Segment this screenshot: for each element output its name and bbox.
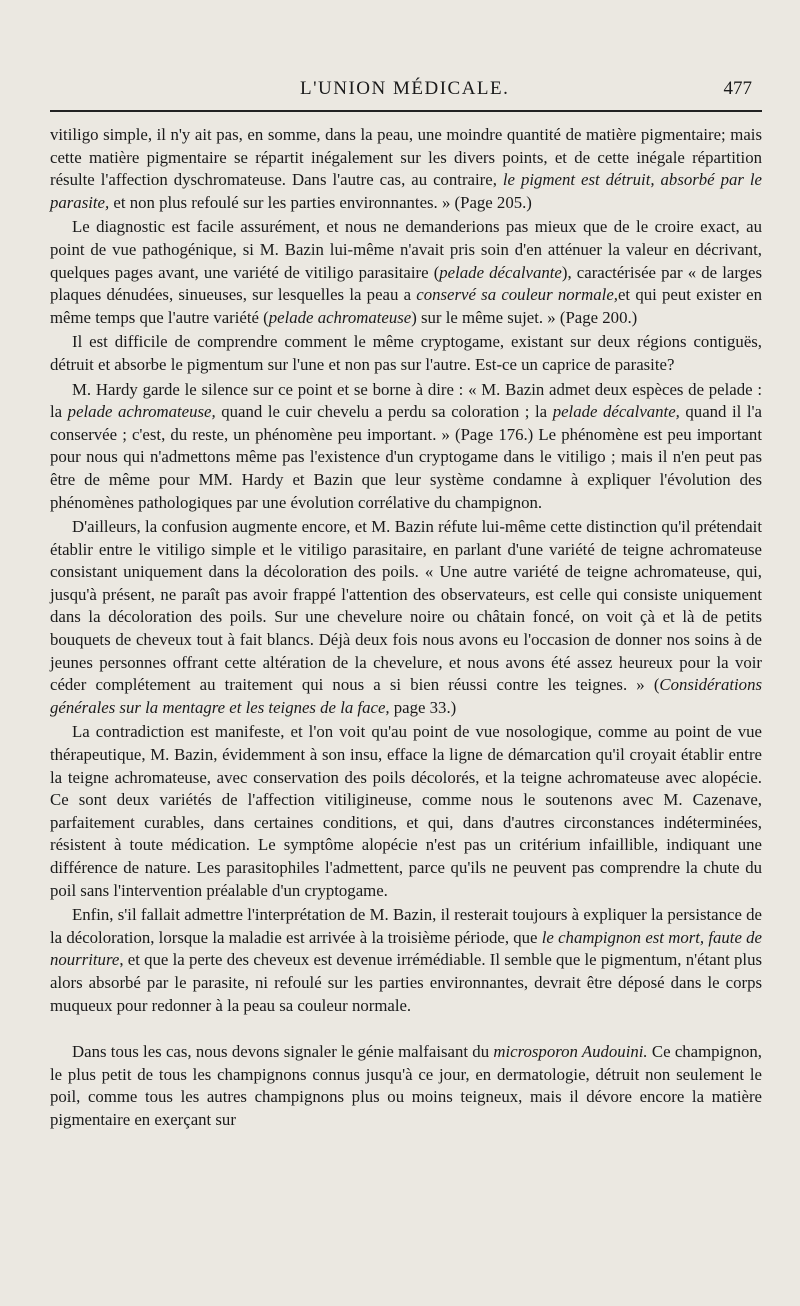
text-run: quand il l'a conservée ; c'est, du reste, un phénomène peu important. » (Page 176.) Le phénomène est peu important pour nous qui n'admettons même pas l'existence d'un cryptogame dans le vitiligo ; mais il n'en peut pas être de même pour MM. Hardy et Bazin que leur système condamne à expliquer l'évolution des phénomènes pathologiques par une évolution corrélative du champignon. <box>50 402 763 512</box>
text-run: vitiligo simple, il n'y ait pas, en somme, dans la peau, une moindre quantité de matière pigmentaire; mais cette matière pigmentaire se répartit inégalement sur les divers points, et de cette inégale répartition résulte l'affection dyschromateuse. Dans l'autre cas, au contraire, <box>50 125 762 190</box>
text-run: D'ailleurs, la confusion augmente encore, et M. Bazin réfute lui-même cette distinction qu'il prétendait établir entre le vitiligo simple et le vitiligo parasitaire, en parlant d'une variété de teigne achromateuse consistant uniquement dans la décoloration des poils. « Une autre variété de teigne achromateuse, qui, jusqu'à présent, ne paraît pas avoir frappé l'attention des observateurs, est celle qui consiste uniquement dans la décoloration des poils. Sur une chevelure noire ou châtain foncé, on voit çà et là de petits bouquets de cheveux tout à fait blancs. Déjà deux fois nous avons eu l'occasion de donner nos soins à de jeunes personnes offrant cette altération de la chevelure, et nous avons été assez heureux pour la voir céder complétement au traitement qui nous a si bien réussi contre les teignes. » ( <box>50 517 762 695</box>
italic-run: microsporon Audouini. <box>493 1042 648 1062</box>
italic-run: le champignon est mort, faute de nourriture <box>50 927 762 970</box>
italic-run: conservé sa couleur normale, <box>416 285 618 305</box>
text-run: ) sur le même sujet. » (Page 200.) <box>411 307 638 327</box>
text-run: Ce champignon, le plus petit de tous les champignons connus jusqu'à ce jour, en dermatologie, détruit non seulement le poil, comme tous les autres champignons plus ou moins teigneux, mais il dévore encore la matière pigmentaire en exerçant sur <box>50 1042 762 1129</box>
paragraph-1 <box>50 124 762 214</box>
italic-run: le pigment est détruit, absorbé par le parasite, <box>50 170 762 212</box>
text-run: quand le cuir chevelu a perdu sa coloration ; la <box>215 402 553 422</box>
italic-run: Considérations générales sur la mentagre et les teignes de la face, <box>50 675 762 717</box>
text-run: Enfin, s'il fallait admettre l'interprétation de M. Bazin, il resterait toujours à expliquer la persistance de la décoloration, lorsque la maladie est arrivée à la troisième période, que <box>50 905 762 947</box>
text-run: page 33.) <box>389 697 457 717</box>
header-rule <box>50 110 762 112</box>
paragraph-4 <box>50 379 762 515</box>
body-text <box>50 124 762 1134</box>
text-run: , et que la perte des cheveux est devenue irrémédiable. Il semble que le pigmentum, n'étant plus alors absorbé par le parasite, ni refoulé sur les parties environnantes, devrait être déposé dans le corps muqueux pour redonner à la peau sa couleur normale. <box>50 950 762 1015</box>
running-head <box>0 78 800 106</box>
paragraph-7 <box>50 904 762 1017</box>
page-number: 477 <box>723 78 752 99</box>
paragraph-5 <box>50 516 762 719</box>
text-run: Dans tous les cas, nous devons signaler le génie malfaisant du <box>72 1042 494 1062</box>
journal-title: L'UNION MÉDICALE. <box>300 78 510 99</box>
text-run: et non plus refoulé sur les parties environnantes. » (Page 205.) <box>109 192 532 212</box>
italic-run: pelade décalvante <box>439 262 562 282</box>
text-run: ), caractérisée par « de larges plaques dénudées, sinueuses, sur lesquelles la peau a <box>50 262 762 305</box>
paragraph-3: Il est difficile de comprendre comment le même cryptogame, existant sur deux régions contiguës, détruit et absorbe le pigmentum sur l'une et non pas sur l'autre. Est-ce un caprice de parasite? <box>50 332 762 374</box>
paragraph-6: La contradiction est manifeste, et l'on voit qu'au point de vue nosologique, comme au point de vue thérapeutique, M. Bazin, évidemment à son insu, efface la ligne de démarcation qu'il croyait établir entre la teigne achromateuse, avec conservation des poils décolorés, et la teigne achromateuse avec alopécie. Ce sont deux variétés de l'affection vitiligineuse, comme nous le soutenons avec M. Cazenave, parfaitement curables, dans certaines conditions, et qui, dans d'autres circonstances indéterminées, résistent à toute médication. Le symptôme alopécie n'est pas un critérium infaillible, indiquant une différence de nature. Les parasitophiles l'admettent, parce qu'ils ne peuvent pas comprendre la chute du poil sans l'intervention préalable d'un cryptogame. <box>50 722 762 900</box>
italic-run: pelade achromateuse <box>268 307 412 327</box>
text-run: et qui peut exister en même temps que l'autre variété ( <box>50 285 762 327</box>
text-run: M. Hardy garde le silence sur ce point et se borne à dire : « M. Bazin admet deux espèces de pelade : la <box>50 379 762 422</box>
italic-run: pelade achromateuse, <box>67 402 216 422</box>
paragraph-2 <box>50 216 762 329</box>
text-run: Le diagnostic est facile assurément, et nous ne demanderions pas mieux que de le croire exact, au point de vue pathogénique, si M. Bazin lui-même n'avait pris soin d'en atténuer la valeur en décrivant, quelques pages avant, une variété de vitiligo parasitaire ( <box>50 217 762 282</box>
italic-run: pelade décalvante, <box>552 402 680 422</box>
paragraph-8 <box>50 1041 762 1131</box>
